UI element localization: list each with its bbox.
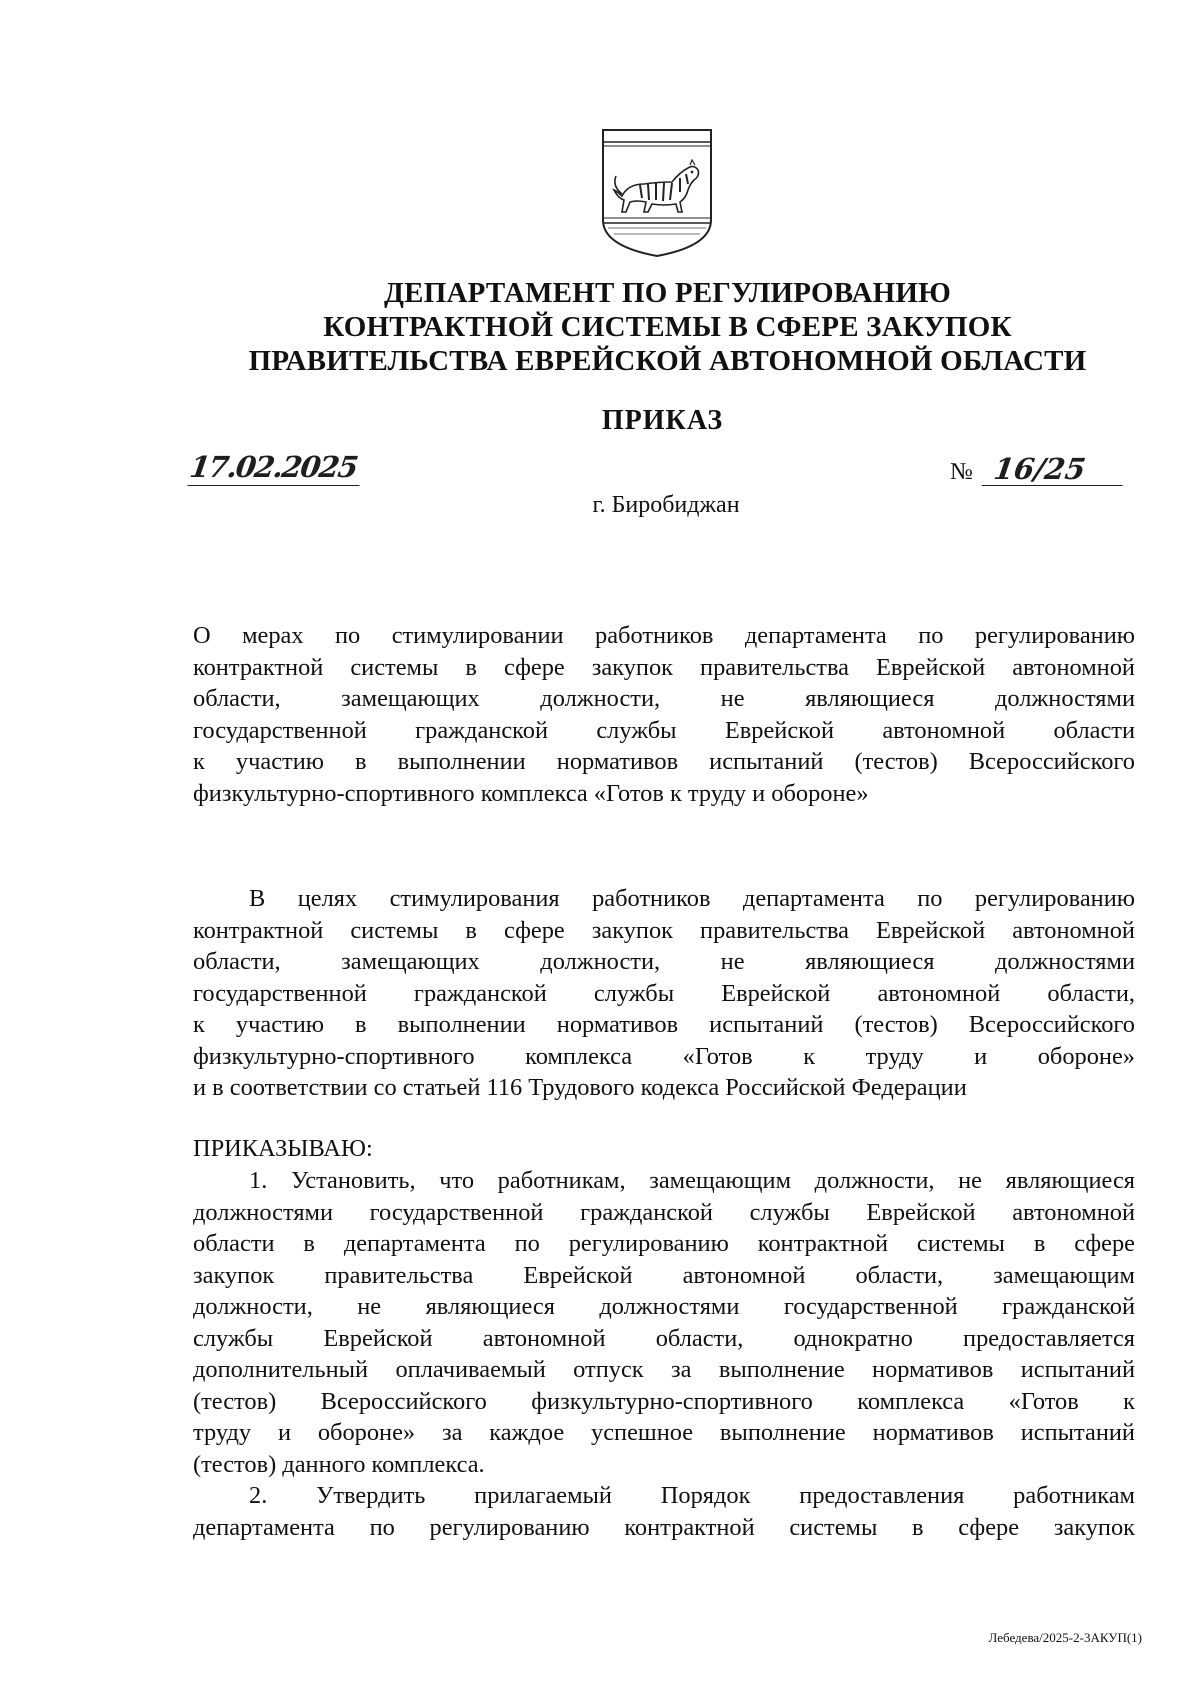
document-type: ПРИКАЗ <box>601 405 724 436</box>
item-line: (тестов) Всероссийского физкультурно-спортивного комплекса «Готов к <box>193 1387 1135 1415</box>
preamble-line: к участию в выполнении нормативов испытаний (тестов) Всероссийского <box>193 1011 1135 1038</box>
heading-line: КОНТРАКТНОЙ СИСТЕМЫ В СФЕРЕ ЗАКУПОК <box>323 311 1012 343</box>
preamble-line: В целях стимулирования работников департамента по регулированию <box>249 885 1135 912</box>
department-heading <box>0 276 1200 378</box>
subject-line: государственной гражданской службы Еврейской автономной области <box>193 716 1135 744</box>
subject-line: к участию в выполнении нормативов испытаний (тестов) Всероссийского <box>193 748 1135 775</box>
number-label: № <box>950 459 973 485</box>
order-word: ПРИКАЗЫВАЮ: <box>193 1135 373 1162</box>
preamble-line: контрактной системы в сфере закупок правительства Еврейской автономной <box>193 916 1135 944</box>
order-preamble <box>193 883 1135 1104</box>
item-line: должностями государственной гражданской службы Еврейской автономной <box>193 1198 1135 1226</box>
preamble-line: области, замещающих должности, не являющиеся должностями <box>193 948 1135 975</box>
coat-of-arms-tiger-icon <box>600 128 714 258</box>
footer-code: Лебедева/2025-2-3АКУП(1) <box>988 1630 1142 1645</box>
subject-line: контрактной системы в сфере закупок правительства Еврейской автономной <box>193 653 1135 681</box>
order-number: 16/25 <box>982 452 1128 486</box>
item-line: 1. Установить, что работникам, замещающим должности, не являющиеся <box>249 1167 1135 1194</box>
item-line: департамента по регулированию контрактной системы в сфере закупок <box>193 1513 1135 1541</box>
order-date: 17.02.2025 <box>187 449 364 486</box>
preamble-line: физкультурно-спортивного комплекса «Готов к труду и обороне» <box>193 1042 1135 1070</box>
subject-line: физкультурно-спортивного комплекса «Готов к труду и обороне» <box>193 779 869 807</box>
item-line: должности, не являющиеся должностями государственной гражданской <box>193 1293 1135 1320</box>
item-line: службы Еврейской автономной области, однократно предоставляется <box>193 1324 1135 1352</box>
heading-line: ДЕПАРТАМЕНТ ПО РЕГУЛИРОВАНИЮ <box>384 277 951 309</box>
item-line: труду и обороне» за каждое успешное выполнение нормативов испытаний <box>193 1419 1135 1446</box>
order-number-block <box>950 452 1125 488</box>
preamble-line: государственной гражданской службы Еврейской автономной области, <box>193 979 1135 1007</box>
city-line: г. Биробиджан <box>592 492 740 518</box>
item-line: (тестов) данного комплекса. <box>193 1450 485 1478</box>
item-line: 2. Утвердить прилагаемый Порядок предоставления работникам <box>249 1482 1135 1509</box>
order-items <box>193 1165 1135 1543</box>
subject-line: О мерах по стимулировании работников департамента по регулированию <box>193 622 1135 649</box>
preamble-line: и в соответствии со статьей 116 Трудового кодекса Российской Федерации <box>193 1074 967 1101</box>
heading-line: ПРАВИТЕЛЬСТВА ЕВРЕЙСКОЙ АВТОНОМНОЙ ОБЛАСТИ <box>248 345 1087 377</box>
item-line: закупок правительства Еврейской автономной области, замещающим <box>193 1261 1135 1289</box>
subject-line: области, замещающих должности, не являющиеся должностями <box>193 685 1135 712</box>
item-line: области в департамента по регулированию контрактной системы в сфере <box>193 1230 1135 1257</box>
item-line: дополнительный оплачиваемый отпуск за выполнение нормативов испытаний <box>193 1356 1135 1383</box>
order-subject <box>193 620 1135 809</box>
